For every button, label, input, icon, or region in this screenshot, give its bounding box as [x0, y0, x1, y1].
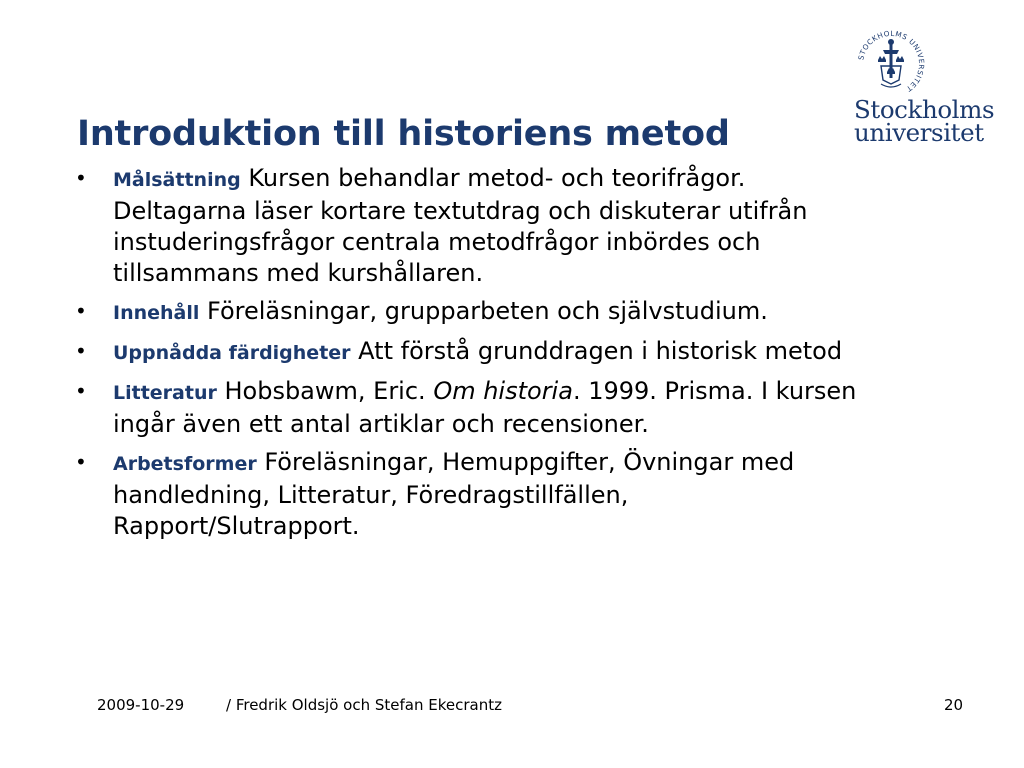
footer-date: 2009-10-29: [97, 696, 185, 714]
seal-text: STOCKHOLMS UNIVERSITET: [856, 28, 927, 94]
bullet-dot-icon: •: [75, 450, 87, 474]
book-title: Om historia: [433, 377, 573, 405]
slide-title: Introduktion till historiens metod: [77, 114, 730, 154]
wordmark-line1: Stockholms: [854, 95, 995, 124]
bullet-item-fardigheter: [75, 336, 875, 369]
footer-authors: / Fredrik Oldsjö och Stefan Ekecrantz: [226, 696, 502, 714]
university-seal-icon: [855, 28, 927, 100]
page-number: 20: [944, 696, 964, 714]
bullet-label: Innehåll: [113, 302, 200, 324]
bullet-item-arbetsformer: [75, 447, 875, 542]
bullet-text-continued: . 1999. Prisma. I kursen ingår även ett antal artiklar och recensioner.: [113, 377, 857, 438]
bullet-item-malsattning: [75, 163, 875, 289]
bullet-label: Arbetsformer: [113, 453, 257, 475]
bullet-label: Litteratur: [113, 382, 217, 404]
bullet-text: Hobsbawm, Eric.: [216, 377, 434, 405]
bullet-dot-icon: •: [75, 166, 87, 190]
bullet-text: Föreläsningar, grupparbeten och självstudium.: [199, 297, 768, 325]
bullet-item-litteratur: [75, 376, 875, 440]
bullet-dot-icon: •: [75, 299, 87, 323]
bullet-list: [75, 163, 875, 549]
bullet-dot-icon: •: [75, 339, 87, 363]
bullet-item-innehall: [75, 296, 875, 329]
university-logo: [846, 28, 995, 147]
bullet-text: Att förstå grunddragen i historisk metod: [350, 337, 843, 365]
bullet-label: Målsättning: [113, 169, 241, 191]
bullet-dot-icon: •: [75, 379, 87, 403]
bullet-label: Uppnådda färdigheter: [113, 342, 351, 364]
bullet-text: Föreläsningar, Hemuppgifter, Övningar med handledning, Litteratur, Föredragstillfällen, Rapport/Slutrapport.: [113, 448, 795, 540]
bullet-text: Kursen behandlar metod- och teorifrågor. Deltagarna läser kortare textutdrag och diskuterar utifrån instuderingsfrågor centrala metodfrågor inbördes och tillsammans med kurshållaren.: [113, 164, 808, 287]
wordmark-line2: universitet: [854, 118, 984, 147]
university-wordmark: [854, 95, 995, 147]
